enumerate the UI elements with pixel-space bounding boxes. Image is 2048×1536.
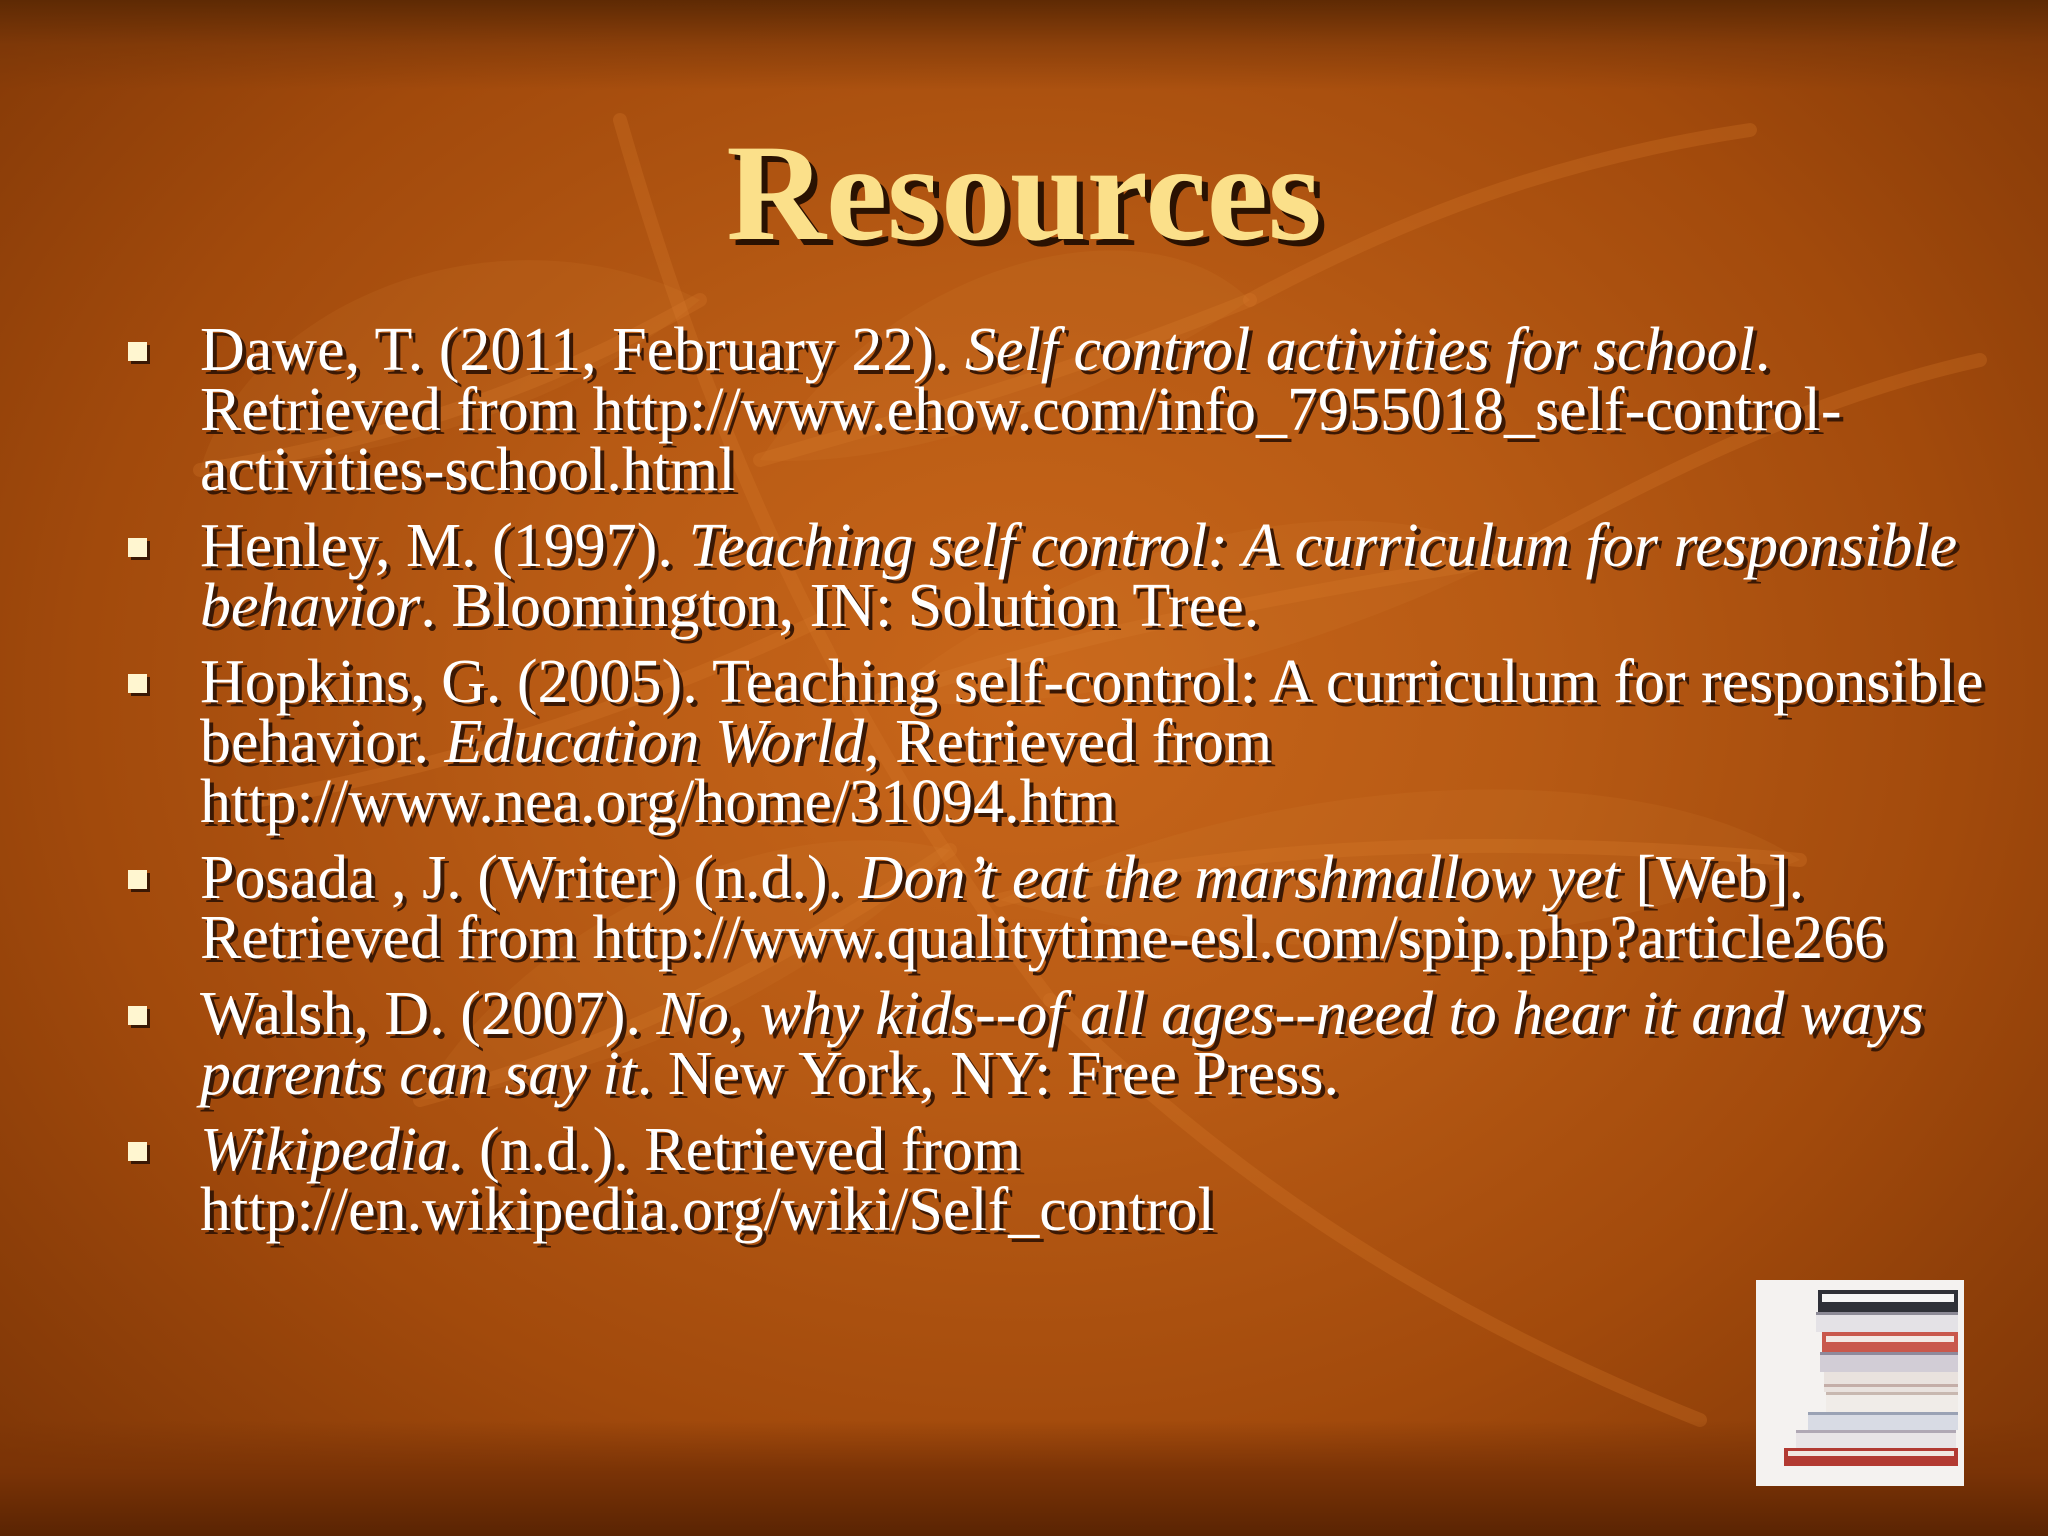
reference-item [120, 1116, 2000, 1244]
square-bullet-icon [128, 342, 147, 361]
reference-title-text: Self control activities for school [965, 316, 1755, 384]
reference-text: . Retrieved from http://www.ehow.com/info_7955018_self-control-activities-school.html [200, 316, 1842, 504]
reference-title-text: Teaching self control: A curriculum for responsible behavior [200, 512, 1958, 640]
reference-item [120, 844, 2000, 972]
reference-text: . Bloomington, IN: Solution Tree. [420, 572, 1260, 640]
reference-title-text: No, why kids--of all ages--need to hear it and ways parents can say it [200, 980, 1924, 1108]
reference-text: Hopkins, G. (2005). Teaching self-control: A curriculum for responsible behavior. [200, 648, 1984, 776]
reference-text: [Web]. Retrieved from http://www.qualitytime-esl.com/spip.php?article266 [200, 844, 1886, 972]
reference-item [120, 512, 2000, 640]
book-stack-icon [1756, 1280, 1964, 1486]
square-bullet-icon [128, 870, 147, 889]
reference-text: Dawe, T. (2011, February 22). [200, 316, 966, 384]
reference-title-text: Don’t eat the marshmallow yet [858, 844, 1620, 912]
reference-list [120, 316, 2000, 1256]
reference-item [120, 316, 2000, 504]
slide-title: Resources [726, 116, 1322, 269]
bottom-shading [0, 1420, 2048, 1536]
reference-text: , Retrieved from http://www.nea.org/home/31094.htm [200, 708, 1273, 836]
reference-text: . (n.d.). Retrieved from http://en.wikipedia.org/wiki/Self_control [200, 1116, 1215, 1244]
reference-text: Walsh, D. (2007). [200, 980, 657, 1048]
square-bullet-icon [128, 538, 147, 557]
square-bullet-icon [128, 1006, 147, 1025]
reference-text: Henley, M. (1997). [200, 512, 689, 580]
reference-title-text: Education World [444, 708, 865, 776]
reference-item [120, 980, 2000, 1108]
square-bullet-icon [128, 674, 147, 693]
square-bullet-icon [128, 1142, 147, 1161]
reference-item [120, 648, 2000, 836]
reference-text: . New York, NY: Free Press. [636, 1040, 1339, 1108]
reference-title-text: Wikipedia [200, 1116, 448, 1184]
reference-text: Posada , J. (Writer) (n.d.). [200, 844, 859, 912]
